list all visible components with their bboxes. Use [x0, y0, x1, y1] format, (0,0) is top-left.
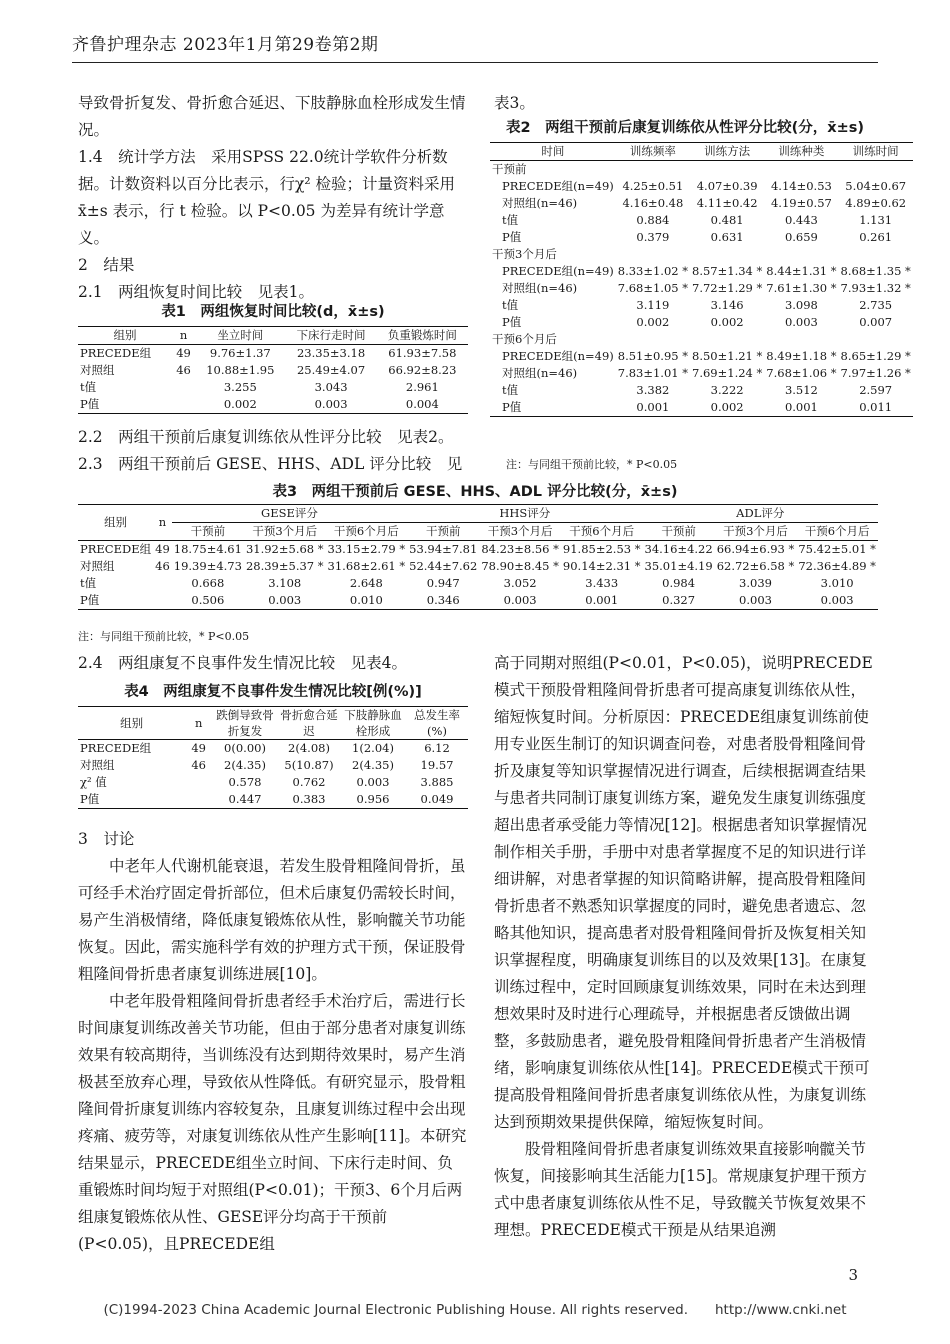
cell: 0.383	[292, 792, 326, 806]
table-row	[78, 541, 878, 559]
cell: 49	[191, 741, 206, 755]
right-top-text: 表3。	[494, 94, 535, 112]
t3-h-group: 组别	[78, 505, 153, 541]
table1-caption: 表1 两组恢复时间比较(d，x̄±s)	[161, 304, 385, 320]
t2-h-method: 训练方法	[690, 143, 764, 161]
journal-header: 齐鲁护理杂志 2023年1月第29卷第2期	[72, 35, 379, 55]
cell: 31.92±5.68 *	[245, 542, 324, 556]
subsection-2-4: 2.4 两组康复不良事件发生情况比较 见表4。	[78, 654, 408, 672]
table-row	[78, 362, 468, 379]
section-heading-discussion: 3 讨论	[78, 830, 135, 848]
cell: 46	[155, 559, 170, 573]
table4-body	[78, 740, 468, 809]
cell: 0.003	[314, 397, 348, 411]
cell: 3.382	[636, 383, 670, 397]
cell: 3.119	[636, 298, 670, 312]
cell: 0.007	[859, 315, 893, 329]
header-rule	[72, 62, 878, 63]
discussion-right	[494, 650, 879, 1244]
cell: 3.043	[314, 380, 348, 394]
cell: PRECEDE组	[80, 741, 152, 755]
cell: 7.61±1.30 *	[766, 281, 837, 295]
cell: P值	[80, 397, 100, 411]
cell: 0.578	[228, 775, 262, 789]
cell: 0.631	[710, 230, 744, 244]
cell: 0.884	[636, 213, 670, 227]
cell: 3.255	[223, 380, 257, 394]
cell: 0.956	[356, 792, 390, 806]
cell: 0.003	[784, 315, 818, 329]
cell: P值	[502, 315, 522, 329]
cell: 4.16±0.48	[622, 196, 684, 210]
cell: 3.885	[420, 775, 454, 789]
cell: 7.68±1.05 *	[617, 281, 689, 295]
cell	[172, 396, 195, 414]
table-row	[490, 229, 913, 246]
t1-h-group: 组别	[78, 327, 172, 345]
cell: 62.72±6.58 *	[716, 559, 795, 573]
cell: 34.16±4.22	[644, 542, 713, 556]
cell: 0.011	[859, 400, 893, 414]
cell: P值	[80, 593, 100, 607]
cell: 91.85±2.53 *	[562, 542, 641, 556]
table-row	[78, 791, 468, 809]
cell: 干预3个月后	[492, 247, 557, 261]
cell: 0.001	[784, 400, 818, 414]
cell: 4.89±0.62	[845, 196, 907, 210]
table-row	[490, 365, 913, 382]
cell: t值	[502, 383, 519, 397]
cell: 35.01±4.19	[644, 559, 713, 573]
cell: P值	[80, 792, 100, 806]
cell: 3.039	[739, 576, 772, 590]
group-label-row	[490, 161, 913, 179]
t2-h-duration: 训练时间	[839, 143, 913, 161]
t3-h-time: 干预前	[172, 523, 244, 541]
cell: 对照组	[80, 758, 115, 772]
subsection-2-2: 2.2 两组干预前后康复训练依从性评分比较 见表2。	[78, 428, 454, 446]
cell: t值	[80, 380, 97, 394]
table3-body	[78, 541, 878, 610]
cell: 0.379	[636, 230, 670, 244]
cell: 对照组(n=46)	[502, 281, 578, 295]
cell: 0.506	[191, 593, 225, 607]
subsection-2-3: 2.3 两组干预前后 GESE、HHS、ADL 评分比较 见	[78, 455, 463, 473]
discussion-left	[78, 826, 468, 1258]
cell: 0.659	[784, 230, 818, 244]
left-column-top	[78, 90, 468, 306]
cell: 75.42±5.01 *	[798, 542, 876, 556]
cell: 78.90±8.45 *	[481, 559, 559, 573]
cell: 7.83±1.01 *	[617, 366, 689, 380]
cell: 7.69±1.24 *	[692, 366, 763, 380]
t3-h-time: 干预3个月后	[479, 523, 561, 541]
cell	[185, 791, 212, 809]
t4-h-total: 总发生率(%)	[406, 707, 468, 740]
cell: 8.51±0.95 *	[617, 349, 689, 363]
t4-h-n: n	[185, 707, 212, 740]
cell: 19.57	[420, 758, 454, 772]
t4-h-fall: 跌倒导致骨折复发	[212, 707, 278, 740]
cell: 2(4.35)	[352, 758, 394, 772]
cell: 对照组	[80, 363, 115, 377]
cell: 0.010	[349, 593, 383, 607]
t2-h-freq: 训练频率	[616, 143, 690, 161]
cell: 66.94±6.93 *	[716, 542, 795, 556]
cell: 3.512	[784, 383, 818, 397]
cell	[153, 575, 172, 592]
cell: 1.131	[859, 213, 893, 227]
table-row	[490, 399, 913, 417]
table2-body	[490, 161, 913, 417]
cell: 0.984	[662, 576, 696, 590]
cell: 8.57±1.34 *	[692, 264, 763, 278]
cell: PRECEDE组(n=49)	[502, 349, 614, 363]
cell: 18.75±4.61	[173, 542, 242, 556]
cell: 7.93±1.32 *	[840, 281, 911, 295]
cell	[153, 592, 172, 610]
cell: 3.010	[820, 576, 854, 590]
cell: 2(4.08)	[288, 741, 330, 755]
table-row	[490, 348, 913, 365]
cell: PRECEDE组	[80, 346, 152, 360]
cell: 0.346	[426, 593, 460, 607]
cell: 25.49±4.07	[296, 363, 366, 377]
cell: 9.76±1.37	[209, 346, 271, 360]
table-row	[490, 314, 913, 331]
t3-h-time: 干预3个月后	[715, 523, 797, 541]
cell: 49	[176, 346, 191, 360]
cell: 干预6个月后	[492, 332, 557, 346]
cell: 0.003	[739, 593, 772, 607]
cell: 0.002	[710, 400, 744, 414]
cell: 8.68±1.35 *	[840, 264, 911, 278]
discussion-paragraph: 中老年股骨粗隆间骨折患者经手术治疗后，需进行长时间康复训练改善关节功能，但由于部分患者对康复训练效果有较高期待，当训练没有达到期待效果时，易产生消极甚至放弃心理，导致依从性降低。有研究显示，股骨粗隆间骨折康复训练内容较复杂，且康复训练过程中会出现疼痛、疲劳等，对康复训练依从性产生影响[11]。本研究结果显示，PRECEDE组坐立时间、下床行走时间、负重锻炼时间均短于对照组(P<0.01)；干预3、6个月后两组康复锻炼依从性、GESE评分均高于干预前(P<0.05)，且PRECEDE组	[78, 992, 467, 1253]
left-column-mid	[78, 424, 468, 478]
cell: 0.003	[356, 775, 390, 789]
table-row	[490, 382, 913, 399]
cell: 2.735	[859, 298, 893, 312]
t4-h-delay: 骨折愈合延迟	[278, 707, 340, 740]
table4	[78, 706, 468, 809]
table-row	[78, 379, 468, 396]
t2-h-time: 时间	[490, 143, 616, 161]
table-row	[490, 178, 913, 195]
cell: 33.15±2.79 *	[327, 542, 406, 556]
cell: 0.447	[228, 792, 262, 806]
cell: 0.002	[223, 397, 257, 411]
cell: 90.14±2.31 *	[562, 559, 641, 573]
cell: 49	[155, 542, 170, 556]
t3-h-n: n	[153, 505, 172, 541]
cell: 0.668	[191, 576, 225, 590]
group-label-row	[490, 331, 913, 348]
cell: t值	[502, 298, 519, 312]
t4-h-thrombus: 下肢静脉血栓形成	[340, 707, 406, 740]
table-row	[78, 592, 878, 610]
cell: 0(0.00)	[224, 741, 266, 755]
section-heading-results: 2 结果	[78, 256, 135, 274]
table2	[490, 142, 913, 417]
cell: 4.25±0.51	[622, 179, 684, 193]
cell: 4.14±0.53	[770, 179, 832, 193]
t1-h-sit: 坐立时间	[195, 327, 285, 345]
t2-h-type: 训练种类	[764, 143, 838, 161]
table3-caption: 表3 两组干预前后 GESE、HHS、ADL 评分比较(分，x̄±s)	[272, 484, 678, 500]
cell: 66.92±8.23	[388, 363, 457, 377]
table-row	[490, 263, 913, 280]
cell: 对照组(n=46)	[502, 366, 578, 380]
cell: 8.49±1.18 *	[766, 349, 837, 363]
t1-h-weight: 负重锻炼时间	[377, 327, 468, 345]
t1-h-walk: 下床行走时间	[285, 327, 376, 345]
table-row	[490, 195, 913, 212]
cell: 46	[176, 363, 191, 377]
cell: 0.004	[405, 397, 439, 411]
t3-h-time: 干预6个月后	[796, 523, 878, 541]
cell: 3.098	[784, 298, 818, 312]
cell: 3.146	[710, 298, 744, 312]
table-row	[490, 212, 913, 229]
t3-h-hhs: HHS评分	[407, 505, 642, 523]
cell: 3.222	[710, 383, 744, 397]
cell: PRECEDE组	[80, 542, 152, 556]
cell: t值	[502, 213, 519, 227]
cell: 46	[191, 758, 206, 772]
cell: P值	[502, 400, 522, 414]
cell: 3.433	[585, 576, 619, 590]
cell: 5.04±0.67	[845, 179, 907, 193]
cell: 7.72±1.29 *	[692, 281, 763, 295]
cell: PRECEDE组(n=49)	[502, 179, 614, 193]
cell: 1(2.04)	[352, 741, 394, 755]
cell: 10.88±1.95	[206, 363, 275, 377]
t3-h-time: 干预3个月后	[244, 523, 326, 541]
cell: 0.049	[420, 792, 454, 806]
table-row	[78, 774, 468, 791]
cell: PRECEDE组(n=49)	[502, 264, 614, 278]
cell: 2.597	[859, 383, 893, 397]
cell: 84.23±8.56 *	[481, 542, 559, 556]
t3-h-time: 干预6个月后	[326, 523, 408, 541]
stats-methods: 1.4 统计学方法 采用SPSS 22.0统计学软件分析数据。计数资料以百分比表示，行χ² 检验；计量资料采用 x̄±s 表示，行 t 检验。以 P<0.05 为差异有统计学意义。	[78, 148, 456, 247]
cell: 31.68±2.61 *	[327, 559, 406, 573]
cell: 对照组	[80, 559, 115, 573]
cell: 72.36±4.89 *	[798, 559, 876, 573]
cell: 3.052	[503, 576, 537, 590]
cell: 8.44±1.31 *	[766, 264, 837, 278]
discussion-paragraph: 高于同期对照组(P<0.01，P<0.05)，说明PRECEDE模式干预股骨粗隆间骨折患者可提高康复训练依从性，缩短恢复时间。分析原因：PRECEDE组康复训练前使用专业医生制订的知识调查问卷，对患者股骨粗隆间骨折及康复等知识掌握情况进行调查，后续根据调查结果与患者共同制订康复训练方案，避免发生康复训练强度超出患者承受能力等情况[12]。根据患者知识掌握情况制作相关手册，手册中对患者掌握度不足的知识进行详细讲解，对患者掌握的知识简略讲解，提高股骨粗隆间骨折患者不熟悉知识掌握度的同时，避免患者遗忘、忽略其他知识，提高患者对股骨粗隆间骨折及恢复相关知识掌握程度，明确康复训练目的以及效果[13]。在康复训练过程中，定时回顾康复训练效果，同时在未达到理想效果时及时进行心理疏导，并根据患者反馈做出调整，多鼓励患者，避免股骨粗隆间骨折患者产生消极情绪，影响康复训练依从性[14]。PRECEDE模式干预可提高股骨粗隆间骨折患者康复训练依从性，为康复训练达到预期效果提供保障，缩短恢复时间。	[494, 654, 873, 1131]
cell: 0.001	[585, 593, 619, 607]
table3	[78, 504, 878, 610]
cell: 6.12	[424, 741, 450, 755]
cell: 0.261	[859, 230, 893, 244]
cell	[172, 379, 195, 396]
cell: χ² 值	[80, 775, 107, 789]
cell: 2(4.35)	[224, 758, 266, 772]
discussion-paragraph: 股骨粗隆间骨折患者康复训练效果直接影响髋关节恢复，间接影响其生活能力[15]。常规康复护理干预方式中患者康复训练依从性不足，导致髋关节恢复效果不理想。PRECEDE模式干预是从结果追溯	[494, 1140, 867, 1239]
cell: 53.94±7.81	[409, 542, 478, 556]
table-row	[490, 280, 913, 297]
cell: 2.961	[405, 380, 439, 394]
discussion-paragraph: 中老年人代谢机能衰退，若发生股骨粗隆间骨折，虽可经手术治疗固定骨折部位，但术后康复仍需较长时间，易产生消极情绪，降低康复锻炼依从性，影响髋关节功能恢复。因此，需实施科学有效的护理方式干预，保证股骨粗隆间骨折患者康复训练进展[10]。	[78, 857, 466, 983]
cell: 0.947	[426, 576, 460, 590]
t3-h-time: 干预前	[643, 523, 715, 541]
cell: 2.648	[349, 576, 383, 590]
cell: 0.443	[784, 213, 818, 227]
cell: 4.07±0.39	[696, 179, 758, 193]
cell: 0.762	[292, 775, 326, 789]
page-number: 3	[848, 1266, 858, 1284]
cell: 4.11±0.42	[696, 196, 758, 210]
cell: 0.481	[710, 213, 744, 227]
cell: 8.50±1.21 *	[692, 349, 763, 363]
t3-h-adl: ADL评分	[643, 505, 878, 523]
cell: 4.19±0.57	[770, 196, 832, 210]
cell: 0.003	[820, 593, 854, 607]
table-row	[78, 757, 468, 774]
table-row	[78, 740, 468, 758]
t3-h-time: 干预6个月后	[561, 523, 643, 541]
cell: 0.003	[268, 593, 302, 607]
cell: 5(10.87)	[284, 758, 334, 772]
table-row	[78, 558, 878, 575]
table1	[78, 326, 468, 414]
cell: 0.003	[503, 593, 537, 607]
cell: 19.39±4.73	[173, 559, 242, 573]
cell	[185, 774, 212, 791]
table2-caption: 表2 两组干预前后康复训练依从性评分比较(分，x̄±s)	[506, 120, 864, 136]
cell: 8.33±1.02 *	[617, 264, 689, 278]
paragraph: 导致骨折复发、骨折愈合延迟、下肢静脉血栓形成发生情况。	[78, 94, 466, 139]
cell: 7.68±1.06 *	[766, 366, 837, 380]
cell: 61.93±7.58	[388, 346, 457, 360]
table3-note: 注：与同组干预前比较，* P<0.05	[78, 630, 250, 643]
cell: 3.108	[268, 576, 302, 590]
cell: 0.002	[636, 315, 670, 329]
cell: 52.44±7.62	[409, 559, 478, 573]
table-row	[78, 396, 468, 414]
table4-caption: 表4 两组康复不良事件发生情况比较[例(%)]	[124, 684, 422, 700]
group-label-row	[490, 246, 913, 263]
cell: 0.001	[636, 400, 670, 414]
t1-h-n: n	[172, 327, 195, 345]
table-row	[490, 297, 913, 314]
table-row	[78, 575, 878, 592]
table2-note: 注：与同组干预前比较，* P<0.05	[506, 458, 678, 471]
cell: 7.97±1.26 *	[840, 366, 911, 380]
t3-h-time: 干预前	[407, 523, 479, 541]
cell: 8.65±1.29 *	[840, 349, 911, 363]
table-row	[78, 345, 468, 363]
cell: 0.002	[710, 315, 744, 329]
cell: 23.35±3.18	[296, 346, 366, 360]
cell: 干预前	[492, 162, 527, 176]
cell: P值	[502, 230, 522, 244]
subsection-2-1: 2.1 两组恢复时间比较 见表1。	[78, 283, 315, 301]
t3-h-gese: GESE评分	[172, 505, 407, 523]
copyright-footer: (C)1994-2023 China Academic Journal Electronic Publishing House. All rights reserved. http://www.cnki.net	[103, 1302, 847, 1318]
t4-h-group: 组别	[78, 707, 185, 740]
cell: 对照组(n=46)	[502, 196, 578, 210]
cell: 28.39±5.37 *	[245, 559, 324, 573]
cell: 0.327	[662, 593, 696, 607]
cell: t值	[80, 576, 97, 590]
